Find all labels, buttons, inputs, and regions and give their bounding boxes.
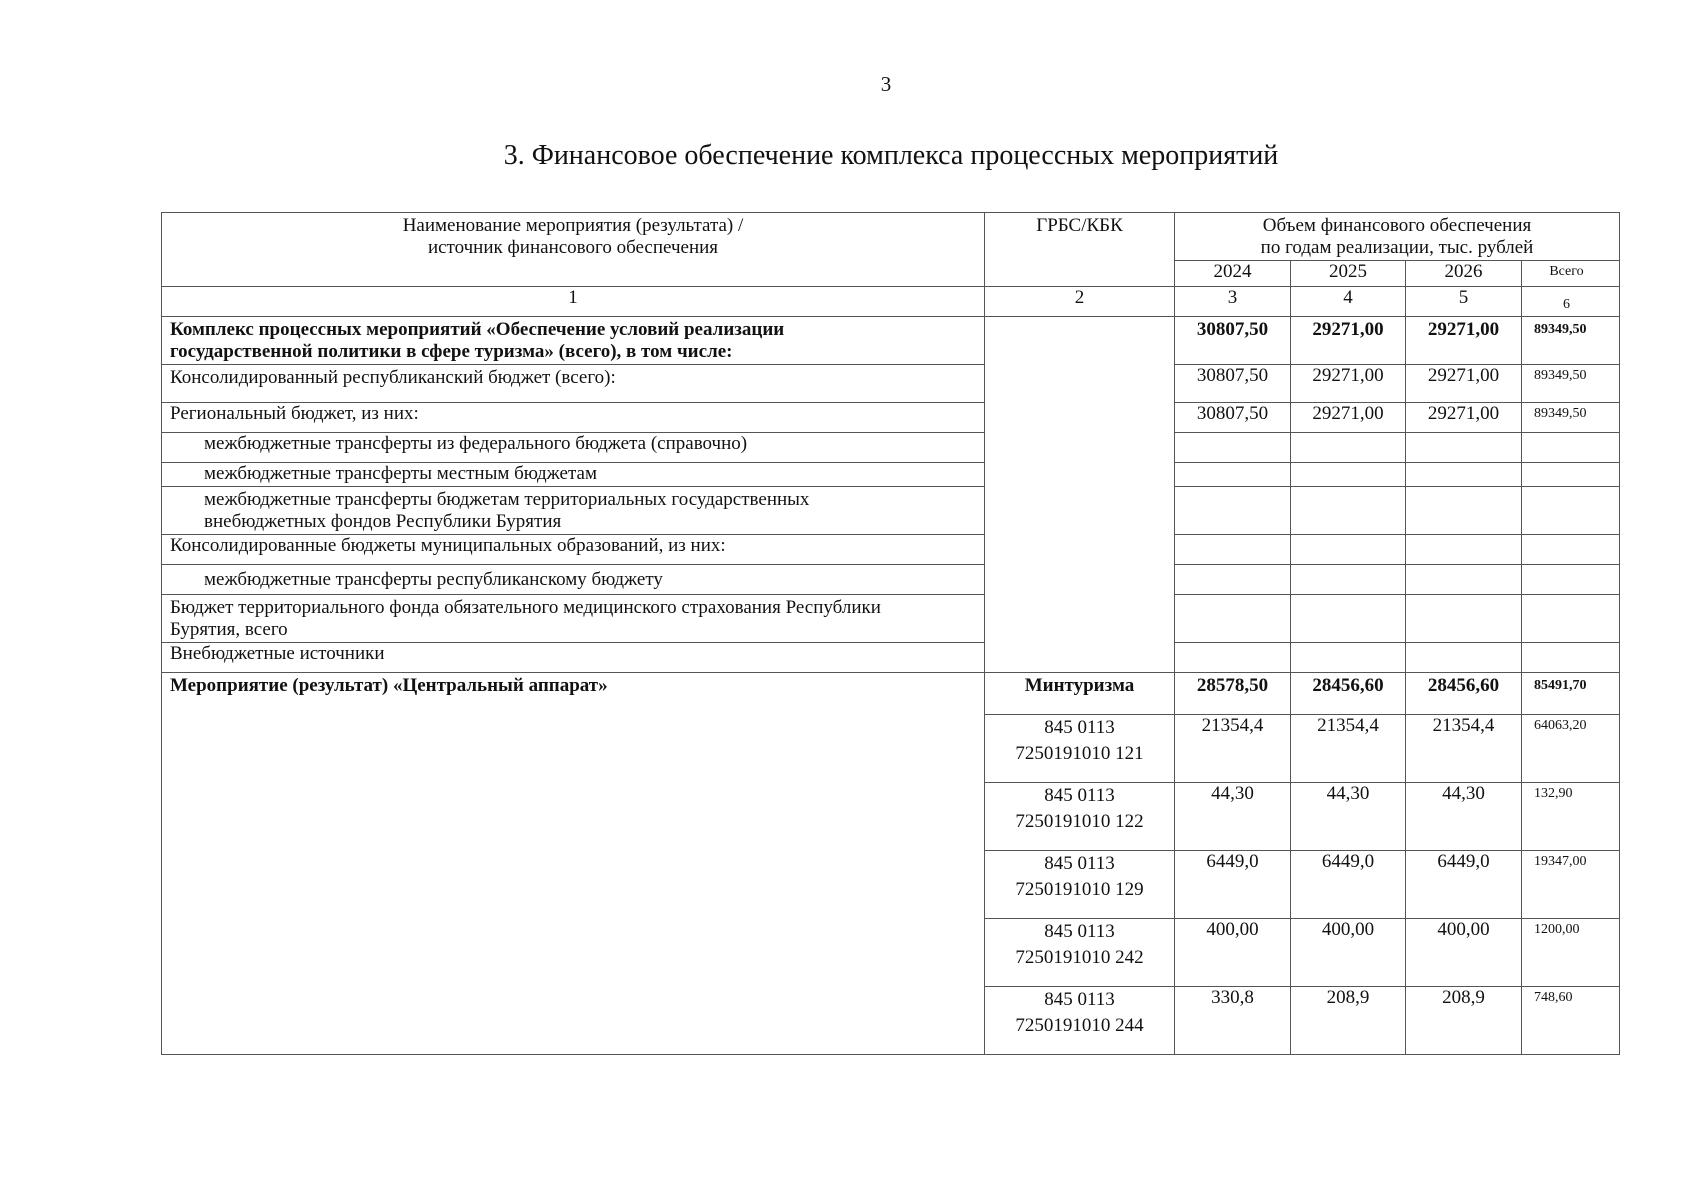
value-2024: 30807,50	[1175, 403, 1291, 433]
kbk-code-line2: 7250191010 129	[1015, 879, 1144, 900]
row-name: Консолидированный республиканский бюджет (всего):	[162, 365, 985, 403]
row-name-line1: межбюджетные трансферты бюджетам территориальных государственных	[204, 489, 810, 510]
value-total	[1522, 535, 1620, 565]
value-total: 1200,00	[1522, 919, 1620, 987]
financing-table	[161, 212, 1620, 1055]
value-total: 89349,50	[1522, 365, 1620, 403]
column-number-5: 5	[1406, 287, 1522, 317]
column-number-6: 6	[1522, 287, 1620, 317]
table-row	[162, 535, 1620, 565]
grbs-empty-cell	[985, 317, 1175, 673]
table-row	[162, 595, 1620, 643]
value-2024	[1175, 433, 1291, 463]
row-name-line1: Комплекс процессных мероприятий «Обеспечение условий реализации	[170, 319, 785, 340]
value-2026: 29271,00	[1406, 403, 1522, 433]
activity-value-2025: 28456,60	[1291, 673, 1406, 715]
value-2025: 44,30	[1291, 783, 1406, 851]
value-2026	[1406, 595, 1522, 643]
value-2025	[1291, 535, 1406, 565]
value-2025	[1291, 595, 1406, 643]
page-number: 3	[880, 72, 892, 96]
value-2025: 21354,4	[1291, 715, 1406, 783]
value-2024: 21354,4	[1175, 715, 1291, 783]
row-name-line2: Бурятия, всего	[170, 619, 288, 640]
kbk-code-line2: 7250191010 122	[1015, 811, 1144, 832]
header-name-line1: Наименование мероприятия (результата) /	[402, 215, 744, 236]
header-name-line2: источник финансового обеспечения	[427, 237, 719, 258]
column-numbers-row	[162, 287, 1620, 317]
value-2026: 29271,00	[1406, 317, 1522, 365]
row-name: Консолидированные бюджеты муниципальных образований, из них:	[162, 535, 985, 565]
value-2026	[1406, 535, 1522, 565]
value-2025	[1291, 487, 1406, 535]
value-total: 748,60	[1522, 987, 1620, 1055]
value-2025: 29271,00	[1291, 317, 1406, 365]
value-total: 19347,00	[1522, 851, 1620, 919]
header-year-2026: 2026	[1406, 261, 1522, 287]
value-2026: 44,30	[1406, 783, 1522, 851]
row-name: межбюджетные трансферты из федерального бюджета (справочно)	[162, 433, 985, 463]
column-number-1: 1	[162, 287, 985, 317]
value-total	[1522, 487, 1620, 535]
value-total: 89349,50	[1522, 317, 1620, 365]
activity-value-total: 85491,70	[1522, 673, 1620, 715]
table-row	[162, 487, 1620, 535]
header-volume-line1: Объем финансового обеспечения	[1262, 215, 1532, 236]
value-total	[1522, 643, 1620, 673]
value-2026: 400,00	[1406, 919, 1522, 987]
table-row	[162, 643, 1620, 673]
value-2025: 6449,0	[1291, 851, 1406, 919]
value-2025	[1291, 565, 1406, 595]
value-2024: 44,30	[1175, 783, 1291, 851]
column-number-4: 4	[1291, 287, 1406, 317]
activity-value-2026: 28456,60	[1406, 673, 1522, 715]
value-2024	[1175, 643, 1291, 673]
row-name-line2: государственной политики в сфере туризма» (всего), в том числе:	[170, 341, 733, 362]
table-row	[162, 565, 1620, 595]
value-2026	[1406, 463, 1522, 487]
value-2024	[1175, 535, 1291, 565]
value-total: 132,90	[1522, 783, 1620, 851]
value-total	[1522, 595, 1620, 643]
value-2025: 400,00	[1291, 919, 1406, 987]
kbk-code-line1: 845 0113	[1044, 921, 1115, 942]
kbk-code	[985, 783, 1175, 851]
kbk-code-line1: 845 0113	[1044, 717, 1115, 738]
value-2025: 208,9	[1291, 987, 1406, 1055]
header-volume-cell	[1175, 213, 1620, 261]
value-total: 64063,20	[1522, 715, 1620, 783]
kbk-code	[985, 987, 1175, 1055]
value-2026: 29271,00	[1406, 365, 1522, 403]
activity-grbs: Минтуризма	[985, 673, 1175, 715]
value-2026	[1406, 487, 1522, 535]
table-row	[162, 317, 1620, 365]
kbk-code-line2: 7250191010 244	[1015, 1015, 1144, 1036]
kbk-code	[985, 919, 1175, 987]
row-name	[162, 317, 985, 365]
activity-name: Мероприятие (результат) «Центральный аппарат»	[162, 673, 985, 1055]
value-2024: 330,8	[1175, 987, 1291, 1055]
value-2025: 29271,00	[1291, 403, 1406, 433]
value-total	[1522, 433, 1620, 463]
table-row	[162, 463, 1620, 487]
table-row	[162, 403, 1620, 433]
value-2024	[1175, 487, 1291, 535]
row-name-line1: Бюджет территориального фонда обязательного медицинского страхования Республики	[170, 597, 881, 618]
column-number-2: 2	[985, 287, 1175, 317]
table-row	[162, 365, 1620, 403]
row-name	[162, 595, 985, 643]
kbk-code-line2: 7250191010 242	[1015, 947, 1144, 968]
value-2024	[1175, 565, 1291, 595]
activity-value-2024: 28578,50	[1175, 673, 1291, 715]
kbk-code	[985, 715, 1175, 783]
value-2024: 30807,50	[1175, 365, 1291, 403]
row-name-line2: внебюджетных фондов Республики Бурятия	[204, 511, 562, 532]
header-total: Всего	[1522, 261, 1620, 287]
value-2026	[1406, 643, 1522, 673]
header-year-2025: 2025	[1291, 261, 1406, 287]
value-2026: 21354,4	[1406, 715, 1522, 783]
value-2024: 400,00	[1175, 919, 1291, 987]
value-2024: 30807,50	[1175, 317, 1291, 365]
row-name: межбюджетные трансферты местным бюджетам	[162, 463, 985, 487]
kbk-code-line2: 7250191010 121	[1015, 743, 1144, 764]
value-2024: 6449,0	[1175, 851, 1291, 919]
value-2026: 6449,0	[1406, 851, 1522, 919]
row-name: Внебюджетные источники	[162, 643, 985, 673]
kbk-code-line1: 845 0113	[1044, 853, 1115, 874]
header-grbs-cell: ГРБС/КБК	[985, 213, 1175, 287]
header-year-2024: 2024	[1175, 261, 1291, 287]
value-2026	[1406, 433, 1522, 463]
kbk-code	[985, 851, 1175, 919]
kbk-code-line1: 845 0113	[1044, 785, 1115, 806]
value-2025	[1291, 643, 1406, 673]
row-name: межбюджетные трансферты республиканскому бюджету	[162, 565, 985, 595]
header-name-cell	[162, 213, 985, 287]
activity-row	[162, 673, 1620, 715]
table-row	[162, 433, 1620, 463]
value-2026	[1406, 565, 1522, 595]
row-name: Региональный бюджет, из них:	[162, 403, 985, 433]
value-2025	[1291, 433, 1406, 463]
row-name	[162, 487, 985, 535]
value-2026: 208,9	[1406, 987, 1522, 1055]
value-total	[1522, 463, 1620, 487]
value-2024	[1175, 595, 1291, 643]
header-row	[162, 213, 1620, 261]
header-volume-line2: по годам реализации, тыс. рублей	[1260, 237, 1534, 258]
value-2025	[1291, 463, 1406, 487]
document-title: 3. Финансовое обеспечение комплекса процессных мероприятий	[503, 140, 1279, 171]
column-number-3: 3	[1175, 287, 1291, 317]
value-total: 89349,50	[1522, 403, 1620, 433]
value-2024	[1175, 463, 1291, 487]
value-2025: 29271,00	[1291, 365, 1406, 403]
value-total	[1522, 565, 1620, 595]
kbk-code-line1: 845 0113	[1044, 989, 1115, 1010]
